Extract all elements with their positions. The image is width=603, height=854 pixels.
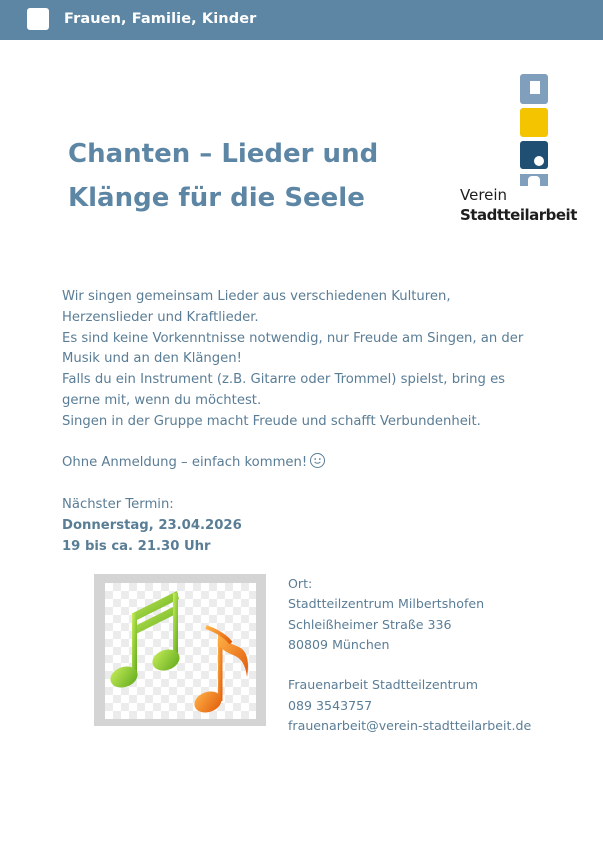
location-contact-block: [288, 574, 588, 736]
category-title: Frauen, Familie, Kinder: [64, 11, 257, 27]
logo-word-stadtteilarbeit: Stadtteilarbeit: [460, 206, 577, 224]
description-line: Wir singen gemeinsam Lieder aus verschiedenen Kulturen,: [62, 289, 451, 304]
logo-word-verein: Verein: [460, 186, 508, 204]
description-line: Es sind keine Vorkenntnisse notwendig, nur Freude am Singen, an der: [62, 330, 524, 346]
contact-email: frauenarbeit@verein-stadtteilarbeit.de: [288, 718, 532, 734]
contact-phone: 089 3543757: [288, 697, 373, 713]
event-description: [62, 287, 562, 557]
location-venue: Stadtteilzentrum Milbertshofen: [288, 596, 485, 612]
location-label: Ort:: [288, 576, 313, 591]
location-city: 80809 München: [288, 636, 390, 652]
registration-note: Ohne Anmeldung – einfach kommen!: [62, 453, 562, 474]
description-line: Musik und an den Klängen!: [62, 351, 242, 367]
location-street: Schleißheimer Straße 336: [288, 616, 452, 632]
category-icon: [27, 8, 49, 30]
category-header-bar: [0, 0, 603, 40]
event-title: [68, 132, 428, 220]
description-line: Falls du ein Instrument (z.B. Gitarre oder Trommel) spielst, bring es: [62, 372, 506, 388]
contact-name: Frauenarbeit Stadtteilzentrum: [288, 677, 478, 693]
description-line: Herzenslieder und Kraftlieder.: [62, 309, 259, 325]
next-date-time: 19 bis ca. 21.30 Uhr: [62, 538, 211, 554]
music-notes-icon: [105, 583, 256, 719]
event-image: [94, 574, 266, 726]
logo-squares-icon: [458, 72, 584, 186]
next-date-day: Donnerstag, 23.04.2026: [62, 517, 242, 533]
description-line: gerne mit, wenn du möchtest.: [62, 392, 262, 408]
smiley-icon: [310, 453, 325, 468]
organization-logo: [458, 72, 584, 232]
description-line: Singen in der Gruppe macht Freude und schafft Verbundenheit.: [62, 413, 481, 429]
event-title-line-2: Klänge für die Seele: [68, 183, 365, 213]
next-date-label: Nächster Termin:: [62, 496, 174, 512]
event-title-line-1: Chanten – Lieder und: [68, 139, 379, 169]
